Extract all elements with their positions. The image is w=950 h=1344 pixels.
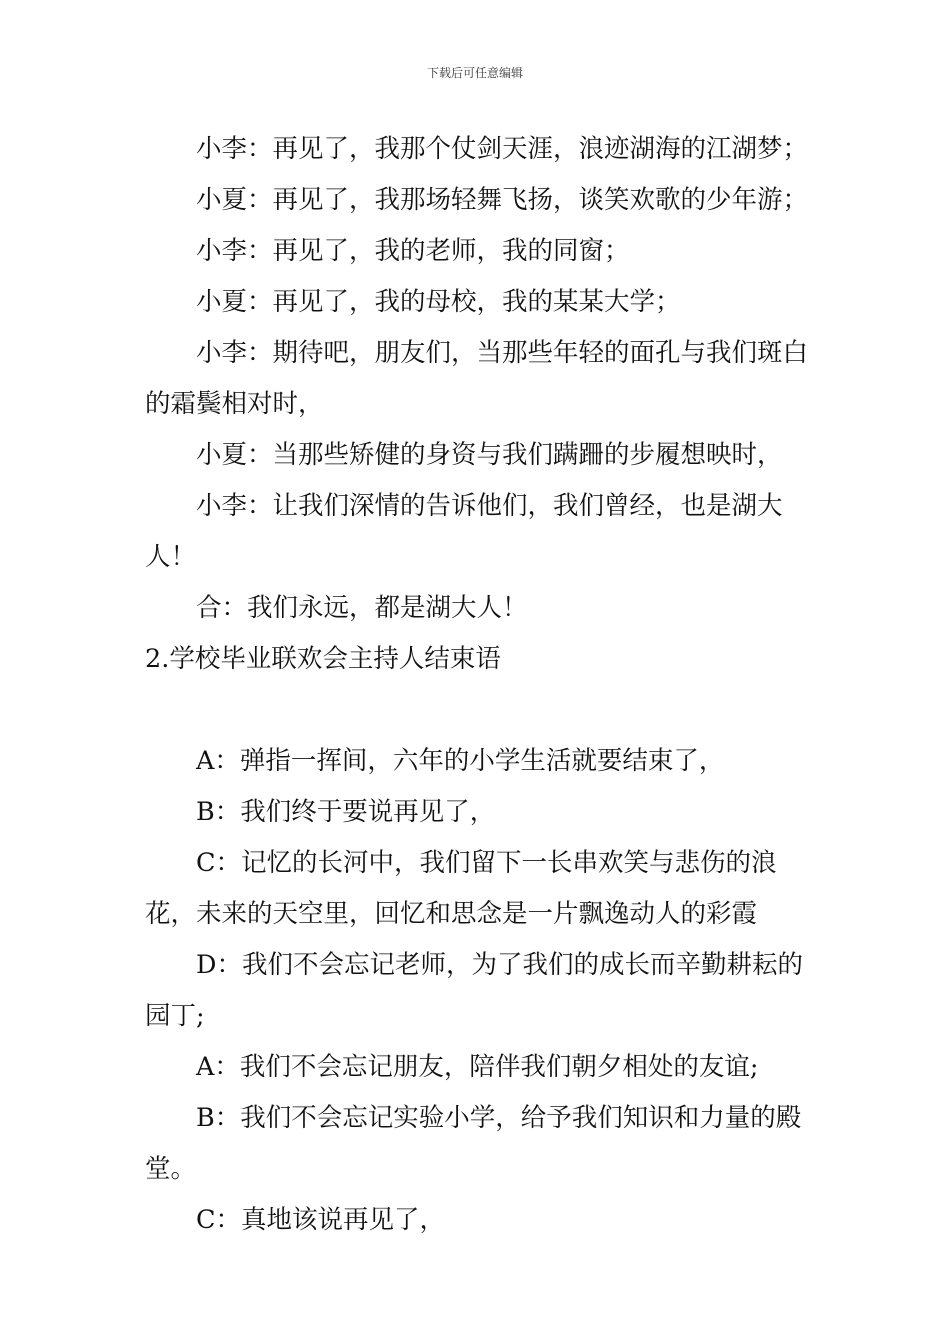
paragraph: 小李：再见了，我的老师，我的同窗；: [196, 236, 630, 266]
section-title: 2.学校毕业联欢会主持人结束语: [145, 644, 501, 674]
paragraph: A：弹指一挥间，六年的小学生活就要结束了，: [196, 746, 725, 776]
blank-line: [145, 685, 815, 736]
paragraph: 小夏：再见了，我那场轻舞飞扬，谈笑欢歌的少年游；: [196, 185, 809, 215]
paragraph: B：我们终于要说再见了，: [196, 797, 496, 827]
paragraph: C：记忆的长河中，我们留下一长串欢笑与悲伤的浪花，未来的天空里，回忆和思念是一片飘逸动人的彩霞: [145, 848, 777, 929]
paragraph: 小夏：再见了，我的母校，我的某某大学；: [196, 287, 681, 317]
paragraph: A：我们不会忘记朋友，陪伴我们朝夕相处的友谊;: [196, 1052, 759, 1082]
paragraph: 小李：再见了，我那个仗剑天涯，浪迹湖海的江湖梦；: [196, 134, 809, 164]
paragraph: 小李：让我们深情的告诉他们，我们曾经，也是湖大人！: [145, 491, 783, 572]
paragraph: D：我们不会忘记老师，为了我们的成长而辛勤耕耘的园丁;: [145, 950, 803, 1031]
paragraph: 小李：期待吧，朋友们，当那些年轻的面孔与我们斑白的霜鬓相对时，: [145, 338, 809, 419]
document-body: [145, 124, 815, 1246]
page-header: 下载后可任意编辑: [426, 66, 523, 80]
paragraph: C：真地该说再见了，: [196, 1205, 446, 1235]
paragraph: B：我们不会忘记实验小学，给予我们知识和力量的殿堂。: [145, 1103, 802, 1184]
paragraph: 合：我们永远，都是湖大人！: [196, 593, 528, 623]
paragraph: 小夏：当那些矫健的身资与我们蹒跚的步履想映时，: [196, 440, 783, 470]
